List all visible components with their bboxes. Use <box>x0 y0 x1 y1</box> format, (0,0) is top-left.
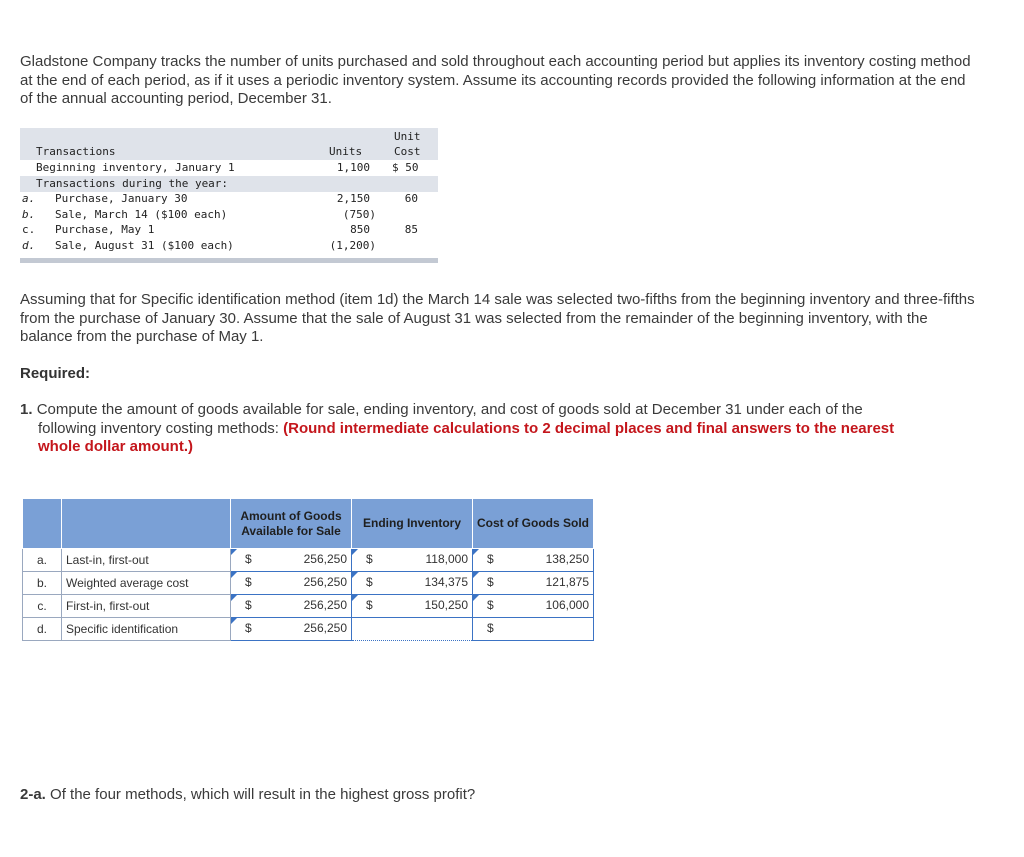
flag-icon <box>473 572 479 578</box>
tx-cost: 85 <box>404 223 418 236</box>
currency-symbol: $ <box>366 575 373 589</box>
header-cogs: Cost of Goods Sold <box>473 499 594 549</box>
goods-available-value: 256,250 <box>303 552 347 566</box>
tx-letter: c. <box>22 223 36 236</box>
row-letter: d. <box>23 618 62 641</box>
units-header: Units <box>329 145 363 158</box>
flag-icon <box>473 549 479 555</box>
answer-table <box>22 498 594 641</box>
rounding-hint-part1: (Round intermediate calculations to 2 decimal places and final answers to the nearest <box>283 419 895 437</box>
row-letter: c. <box>23 595 62 618</box>
table-header-row <box>23 499 594 549</box>
flag-icon <box>352 595 358 601</box>
flag-icon <box>473 595 479 601</box>
assumption-text: Assuming that for Specific identification method (item 1d) the March 14 sale was selected two-fifths from the beginning inventory and three-fifths from the purchase of January 30. Assume that the sale of August 31 was selected from the remainder of the beginning inventory, with the balance from the purchase of May 1. <box>20 291 975 345</box>
currency-symbol: $ <box>487 575 494 589</box>
currency-symbol: $ <box>245 552 252 566</box>
tx-letter: d. <box>22 239 36 252</box>
tx-units: 850 <box>350 223 370 236</box>
tx-units: 1,100 <box>336 161 370 174</box>
currency-symbol: $ <box>487 621 494 635</box>
goods-available-input[interactable] <box>231 572 352 595</box>
table-row <box>23 618 594 641</box>
tx-units: 2,150 <box>336 192 370 205</box>
table-row <box>23 595 594 618</box>
transactions-data-box <box>20 128 438 262</box>
method-name: Last-in, first-out <box>62 549 231 572</box>
flag-icon <box>352 549 358 555</box>
unit-cost-header-line1: Unit <box>394 130 421 143</box>
question-number: 2-a. <box>20 786 46 803</box>
ending-inventory-value: 118,000 <box>425 552 468 566</box>
ending-inventory-input[interactable] <box>352 618 473 641</box>
question-text-part1: Compute the amount of goods available for sale, ending inventory, and cost of goods sold at December 31 under each of the <box>36 401 863 418</box>
ending-inventory-value: 134,375 <box>424 575 468 589</box>
tx-label: Beginning inventory, January 1 <box>36 161 235 174</box>
cogs-input[interactable] <box>473 572 594 595</box>
method-name: Weighted average cost <box>62 572 231 595</box>
header-goods-available: Amount of Goods Available for Sale <box>231 499 352 549</box>
header-blank-letter <box>23 499 62 549</box>
question-text-line2 <box>20 420 960 439</box>
flag-icon <box>231 572 237 578</box>
goods-available-input[interactable] <box>231 618 352 641</box>
header-ending-inventory: Ending Inventory <box>352 499 473 549</box>
cogs-value: 138,250 <box>545 552 589 566</box>
currency-symbol: $ <box>245 598 252 612</box>
ending-inventory-input[interactable] <box>352 572 473 595</box>
currency-symbol: $ <box>487 598 494 612</box>
cogs-input[interactable] <box>473 595 594 618</box>
goods-available-value: 256,250 <box>303 575 347 589</box>
cogs-input[interactable] <box>473 549 594 572</box>
goods-available-value: 256,250 <box>303 598 347 612</box>
tx-cost: 60 <box>404 192 418 205</box>
currency-symbol: $ <box>245 575 252 589</box>
question-1 <box>20 401 960 457</box>
flag-icon <box>352 572 358 578</box>
method-name: Specific identification <box>62 618 231 641</box>
flag-icon <box>231 618 237 624</box>
transactions-header: Transactions <box>36 145 116 158</box>
table-row <box>23 572 594 595</box>
question-text: Of the four methods, which will result in the highest gross profit? <box>50 786 476 803</box>
question-number: 1. <box>20 401 33 418</box>
goods-available-input[interactable] <box>231 549 352 572</box>
required-label: Required: <box>20 365 91 382</box>
currency-symbol: $ <box>366 598 373 612</box>
cogs-value: 121,875 <box>545 575 589 589</box>
problem-intro: Gladstone Company tracks the number of units purchased and sold throughout each accounting period but applies its inventory costing method at the end of each period, as if it uses a periodic inventory system. Assume its accounting records provided the following information at the end of the annual accounting period, December 31. <box>20 53 971 107</box>
currency-symbol: $ <box>245 621 252 635</box>
currency-symbol: $ <box>487 552 494 566</box>
question-text-part2: following inventory costing methods: <box>38 419 279 437</box>
flag-icon <box>231 595 237 601</box>
tx-letter: a. <box>22 192 36 205</box>
header-blank-method <box>62 499 231 549</box>
unit-cost-header-line2: Cost <box>394 145 421 158</box>
tx-letter: b. <box>22 208 36 221</box>
cogs-input[interactable] <box>473 618 594 641</box>
flag-icon <box>231 549 237 555</box>
tx-label: Purchase, May 1 <box>55 223 155 236</box>
method-name: First-in, first-out <box>62 595 231 618</box>
goods-available-value: 256,250 <box>303 621 347 635</box>
cogs-value: 106,000 <box>545 598 589 612</box>
box-bottom-bar <box>20 258 438 263</box>
tx-units: (1,200) <box>329 239 376 252</box>
table-row <box>23 549 594 572</box>
tx-label: Sale, August 31 ($100 each) <box>55 239 234 252</box>
tx-label: Transactions during the year: <box>36 177 229 190</box>
ending-inventory-value: 150,250 <box>424 598 468 612</box>
row-letter: a. <box>23 549 62 572</box>
tx-units: (750) <box>342 208 376 221</box>
goods-available-input[interactable] <box>231 595 352 618</box>
rounding-hint-part2: whole dollar amount.) <box>38 438 194 455</box>
ending-inventory-input[interactable] <box>352 595 473 618</box>
tx-cost: $ 50 <box>392 161 419 174</box>
question-2a <box>20 786 980 805</box>
tx-label: Sale, March 14 ($100 each) <box>55 208 228 221</box>
currency-symbol: $ <box>366 552 373 566</box>
tx-label: Purchase, January 30 <box>55 192 188 205</box>
row-letter: b. <box>23 572 62 595</box>
ending-inventory-input[interactable] <box>352 549 473 572</box>
